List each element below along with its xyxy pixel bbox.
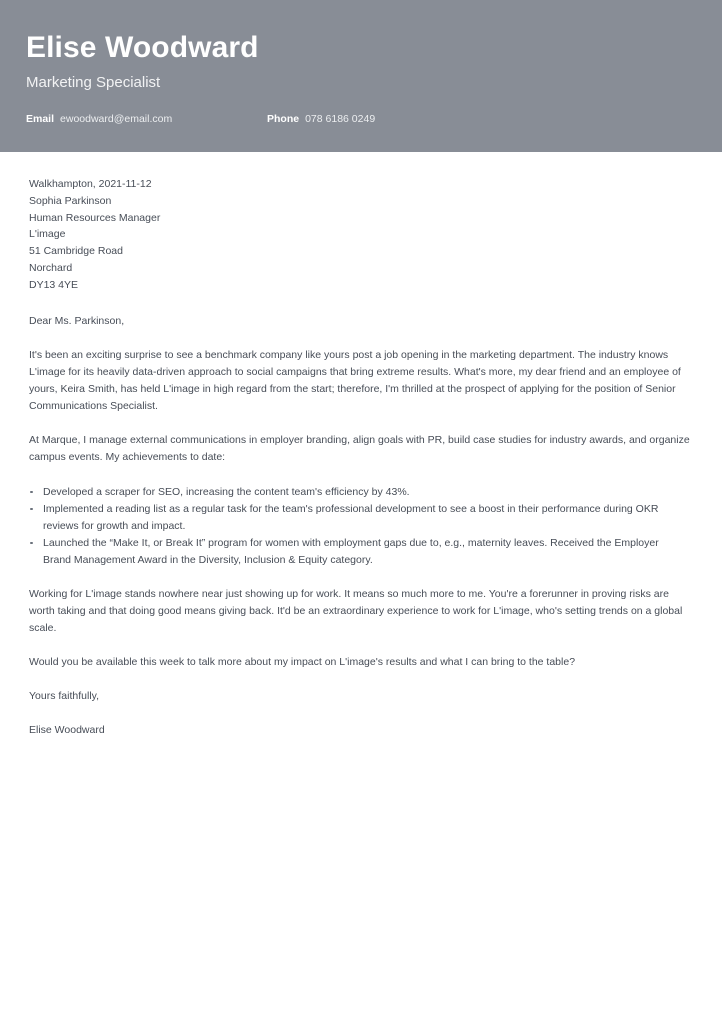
address-line: Human Resources Manager — [29, 211, 161, 224]
contact-details-row — [26, 113, 375, 125]
contact-item-phone — [267, 113, 375, 125]
address-line: L'image — [29, 228, 66, 241]
applicant-job-title: Marketing Specialist — [26, 74, 161, 91]
contact-item-email — [26, 113, 267, 125]
body-paragraph-4: Would you be available this week to talk more about my impact on L'image's results and what I can bring to the table? — [29, 655, 576, 668]
address-line: Sophia Parkinson — [29, 194, 112, 207]
recipient-address-block — [29, 152, 693, 294]
achievements-list — [29, 466, 681, 569]
body-paragraph-1: It's been an exciting surprise to see a benchmark company like yours post a job opening in the marketing department. The industry knows L'image for its heavily data-driven approach to social campaigns that bring extreme results. What's more, my dear friend and an employee of yours, Keira Smith, has held L'image in high regard from the start; therefore, I'm thrilled at the prospect of applying for the position of Senior Communications Specialist. — [29, 348, 681, 412]
letter-body — [0, 152, 722, 739]
list-item: Developed a scraper for SEO, increasing the content team's efficiency by 43%. — [29, 484, 681, 501]
address-line: Norchard — [29, 261, 73, 274]
address-line: 51 Cambridge Road — [29, 245, 123, 258]
salutation: Dear Ms. Parkinson, — [29, 314, 125, 327]
list-item: Implemented a reading list as a regular task for the team's professional development to see a boost in their performance during OKR reviews for growth and impact. — [29, 501, 681, 535]
body-paragraph-2: At Marque, I manage external communications in employer branding, align goals with PR, build case studies for industry awards, and organize campus events. My achievements to date: — [29, 433, 690, 463]
contact-label-email: Email — [26, 113, 55, 125]
contact-value-phone[interactable]: 078 6186 0249 — [305, 113, 376, 125]
contact-label-phone: Phone — [267, 113, 300, 125]
list-item: Launched the “Make It, or Break It” program for women with employment gaps due to, e.g., maternity leaves. Received the Employer Brand Management Award in the Diversity, Inclusion & Equity category. — [29, 535, 681, 569]
contact-value-email[interactable]: ewoodward@email.com — [60, 113, 173, 125]
applicant-name: Elise Woodward — [26, 31, 259, 64]
body-paragraph-3: Working for L'image stands nowhere near just showing up for work. It means so much more to me. You're a forerunner in proving risks are worth taking and that doing good means giving back. It'd be an extraordinary experience to work for L'image, who's setting trends on a global scale. — [29, 587, 683, 634]
signature-name: Elise Woodward — [29, 723, 105, 736]
closing-salutation: Yours faithfully, — [29, 689, 100, 702]
letter-header-banner — [0, 0, 722, 152]
address-line: DY13 4YE — [29, 278, 79, 291]
address-line: Walkhampton, 2021-11-12 — [29, 178, 152, 190]
